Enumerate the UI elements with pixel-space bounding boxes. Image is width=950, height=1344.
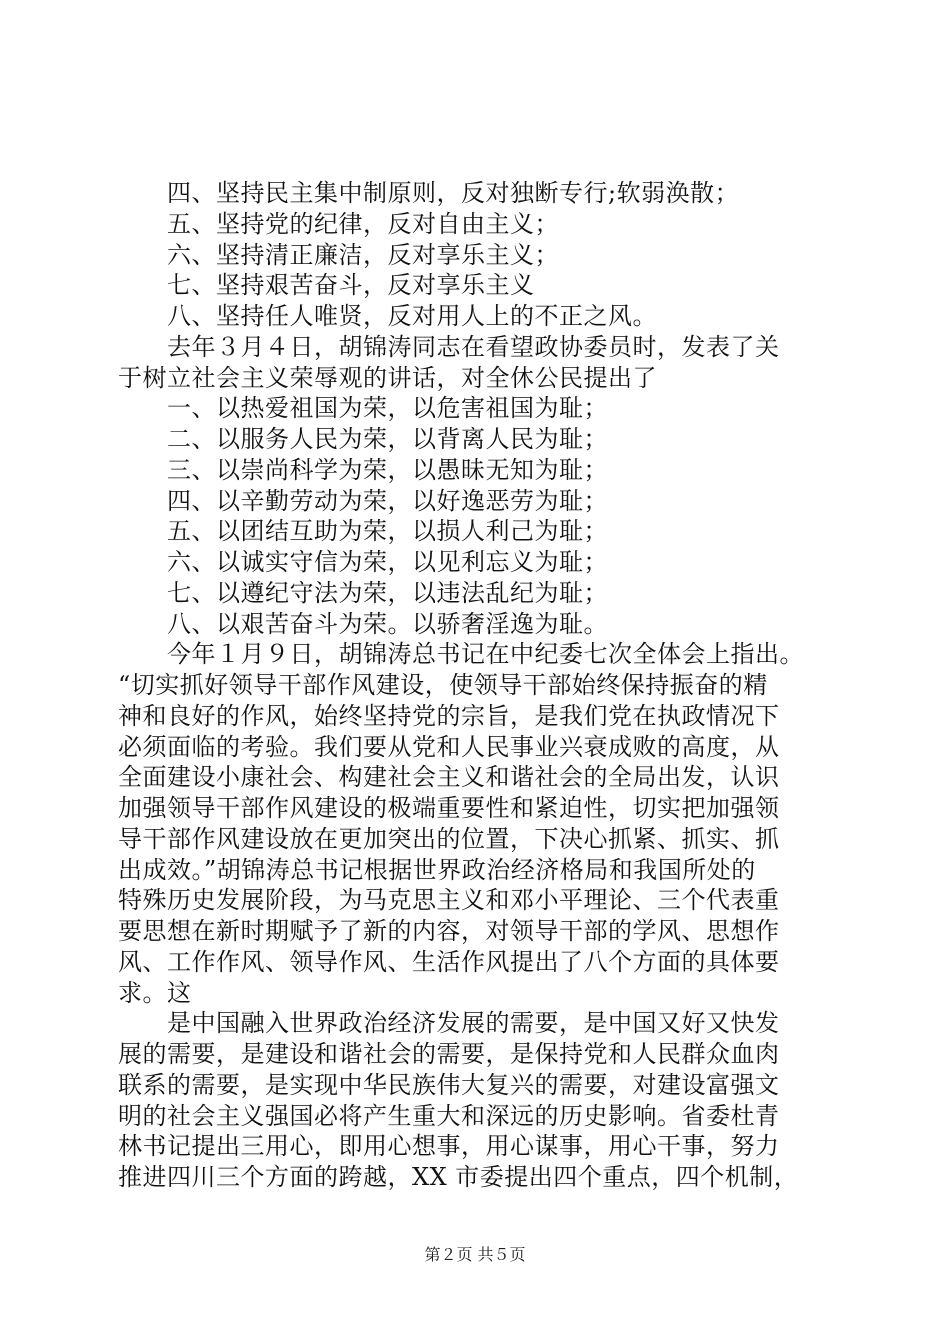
text-line: 特殊历史发展阶段，为马克思主义和邓小平理论、三个代表重	[118, 886, 780, 915]
text-line: 风、工作作风、领导作风、生活作风提出了八个方面的具体要	[118, 947, 780, 976]
text-line: 五、以团结互助为荣，以损人利己为耻；	[118, 517, 608, 546]
text-line: 全面建设小康社会、构建社会主义和谐社会的全局出发，认识	[118, 763, 780, 792]
text-line: 今年１月９日，胡锦涛总书记在中纪委七次全体会上指出。	[118, 640, 804, 669]
text-line: 联系的需要，是实现中华民族伟大复兴的需要，对建设富强文	[118, 1070, 780, 1099]
text-line: 推进四川三个方面的跨越，XX 市委提出四个重点，四个机制，	[118, 1163, 799, 1191]
text-line: 三、以崇尚科学为荣，以愚昧无知为耻；	[118, 455, 608, 484]
text-line: 林书记提出三用心，即用心想事，用心谋事，用心干事，努力	[118, 1132, 780, 1161]
text-line: 明的社会主义强国必将产生重大和深远的历史影响。省委杜青	[118, 1101, 780, 1130]
text-line: 去年３月４日，胡锦涛同志在看望政协委员时，发表了关	[118, 332, 780, 361]
text-line: 六、以诚实守信为荣，以见利忘义为耻；	[118, 548, 608, 576]
text-line: 导干部作风建设放在更加突出的位置，下决心抓紧、抓实、抓	[118, 824, 780, 853]
text-line: 加强领导干部作风建设的极端重要性和紧迫性，切实把加强领	[118, 794, 780, 822]
text-line: 展的需要，是建设和谐社会的需要，是保持党和人民群众血肉	[118, 1040, 780, 1068]
text-line: 一、以热爱祖国为荣，以危害祖国为耻；	[118, 394, 608, 423]
text-line: 五、坚持党的纪律，反对自由主义；	[118, 209, 559, 238]
text-line: 必须面临的考验。我们要从党和人民事业兴衰成败的高度，从	[118, 732, 780, 761]
text-line: 六、坚持清正廉洁，反对享乐主义；	[118, 240, 559, 269]
text-line: 八、以艰苦奋斗为荣。以骄奢淫逸为耻。	[118, 609, 608, 638]
text-line: 是中国融入世界政治经济发展的需要，是中国又好又快发	[118, 1009, 780, 1038]
text-line: 神和良好的作风，始终坚持党的宗旨，是我们党在执政情况下	[118, 701, 780, 730]
page-footer: 第２页 共５页	[424, 1245, 526, 1264]
text-line: “切实抓好领导干部作风建设，使领导干部始终保持振奋的精	[118, 671, 768, 699]
text-line: 出成效。”胡锦涛总书记根据世界政治经济格局和我国所处的	[118, 855, 756, 884]
text-line: 求。这	[118, 978, 192, 1007]
text-line: 七、以遵纪守法为荣，以违法乱纪为耻；	[118, 578, 608, 607]
text-line: 八、坚持任人唯贤，反对用人上的不正之风。	[118, 302, 657, 330]
text-line: 二、以服务人民为荣，以背离人民为耻；	[118, 425, 608, 453]
text-line: 四、以辛勤劳动为荣，以好逸恶劳为耻；	[118, 486, 608, 515]
text-line: 四、坚持民主集中制原则，反对独断专行;软弱涣散；	[118, 179, 740, 207]
text-line: 七、坚持艰苦奋斗，反对享乐主义	[118, 271, 535, 300]
text-line: 于树立社会主义荣辱观的讲话，对全休公民提出了	[118, 363, 657, 392]
text-line: 要思想在新时期赋予了新的内容，对领导干部的学风、思想作	[118, 917, 780, 945]
